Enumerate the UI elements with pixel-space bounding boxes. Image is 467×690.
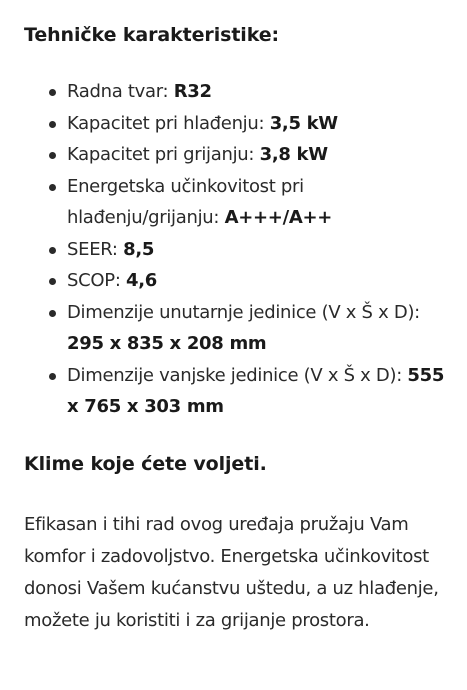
bullet-icon	[49, 89, 56, 96]
spec-label: Energetska učinkovitost pri hlađenju/grijanju:	[67, 175, 304, 228]
bullet-icon	[49, 373, 56, 380]
product-description	[24, 20, 454, 637]
bullet-icon	[49, 278, 56, 285]
spec-label: Dimenzije vanjske jedinice (V x Š x D):	[67, 364, 408, 386]
spec-value: 8,5	[123, 238, 155, 260]
bullet-icon	[49, 310, 56, 317]
spec-item-cooling-capacity	[24, 108, 454, 140]
bullet-icon	[49, 247, 56, 254]
bullet-icon	[49, 121, 56, 128]
spec-value: R32	[173, 81, 212, 102]
spec-value: 555 x 765 x 303 mm	[67, 364, 445, 417]
spec-value: 295 x 835 x 208 mm	[67, 333, 267, 354]
bullet-icon	[49, 152, 56, 159]
spec-label: Radna tvar:	[67, 81, 174, 102]
subheading: Klime koje ćete voljeti.	[24, 452, 267, 475]
spec-item-outdoor-dimensions	[24, 360, 454, 423]
spec-item-scop	[24, 265, 454, 297]
spec-value: 3,8 kW	[259, 144, 328, 165]
section-title: Tehničke karakteristike:	[24, 24, 280, 46]
spec-item-seer	[24, 234, 454, 266]
description-paragraph: Efikasan i tihi rad ovog uređaja pružaju Vam komfor i zadovoljstvo. Energetska učinkovitost donosi Vašem kućanstvu uštedu, a uz hlađenje, možete ju koristiti i za grijanje prostora.	[24, 513, 439, 631]
spec-label: Kapacitet pri hlađenju:	[67, 112, 270, 134]
spec-item-indoor-dimensions	[24, 297, 454, 360]
spec-value: 4,6	[126, 270, 158, 291]
spec-item-heating-capacity	[24, 139, 454, 171]
spec-list	[24, 76, 454, 423]
spec-label: SEER:	[67, 238, 124, 260]
spec-label: Kapacitet pri grijanju:	[67, 144, 260, 165]
spec-item-refrigerant	[24, 76, 454, 108]
spec-label: SCOP:	[67, 270, 127, 291]
bullet-icon	[49, 184, 56, 191]
spec-item-energy-efficiency	[24, 171, 454, 234]
spec-label: Dimenzije unutarnje jedinice (V x Š x D):	[67, 301, 420, 323]
spec-value: A+++/A++	[224, 207, 333, 228]
spec-value: 3,5 kW	[269, 112, 338, 134]
